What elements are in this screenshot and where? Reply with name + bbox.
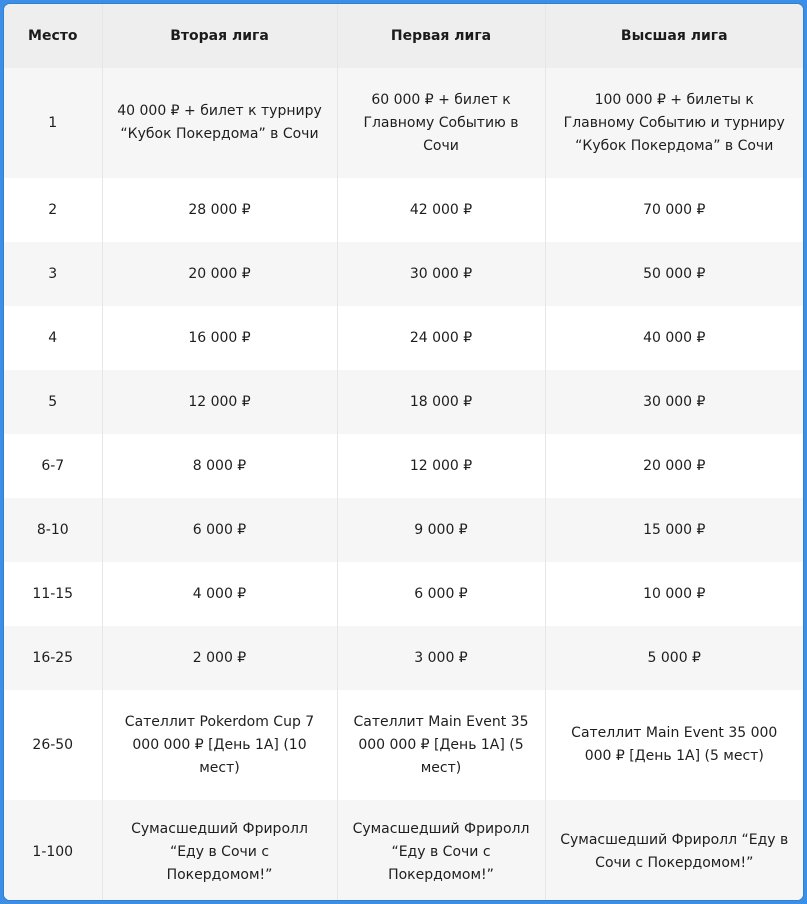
second-league-prize: 6 000 ₽ — [102, 498, 337, 562]
table-row — [4, 498, 803, 562]
place-cell: 26-50 — [4, 690, 102, 800]
first-league-prize: 18 000 ₽ — [337, 370, 545, 434]
top-league-prize: 10 000 ₽ — [545, 562, 803, 626]
header-first-league: Первая лига — [337, 4, 545, 68]
first-league-prize: 9 000 ₽ — [337, 498, 545, 562]
second-league-prize: 40 000 ₽ + билет к турниру “Кубок Покердома” в Сочи — [102, 68, 337, 178]
place-cell: 4 — [4, 306, 102, 370]
place-cell: 11-15 — [4, 562, 102, 626]
top-league-prize: 15 000 ₽ — [545, 498, 803, 562]
top-league-prize: 70 000 ₽ — [545, 178, 803, 242]
first-league-prize: 30 000 ₽ — [337, 242, 545, 306]
table-row — [4, 306, 803, 370]
top-league-prize: 50 000 ₽ — [545, 242, 803, 306]
table-row — [4, 242, 803, 306]
second-league-prize: Сателлит Pokerdom Cup 7 000 000 ₽ [День 1A] (10 мест) — [102, 690, 337, 800]
prize-table — [4, 4, 803, 900]
second-league-prize: 8 000 ₽ — [102, 434, 337, 498]
first-league-prize: 60 000 ₽ + билет к Главному Событию в Сочи — [337, 68, 545, 178]
table-row — [4, 370, 803, 434]
first-league-prize: 24 000 ₽ — [337, 306, 545, 370]
place-cell: 8-10 — [4, 498, 102, 562]
top-league-prize: 40 000 ₽ — [545, 306, 803, 370]
second-league-prize: 20 000 ₽ — [102, 242, 337, 306]
top-league-prize: 100 000 ₽ + билеты к Главному Событию и турниру “Кубок Покердома” в Сочи — [545, 68, 803, 178]
table-row — [4, 690, 803, 800]
place-cell: 6-7 — [4, 434, 102, 498]
second-league-prize: 12 000 ₽ — [102, 370, 337, 434]
place-cell: 2 — [4, 178, 102, 242]
first-league-prize: 3 000 ₽ — [337, 626, 545, 690]
table-header-row — [4, 4, 803, 68]
header-place: Место — [4, 4, 102, 68]
header-top-league: Высшая лига — [545, 4, 803, 68]
top-league-prize: 20 000 ₽ — [545, 434, 803, 498]
second-league-prize: 4 000 ₽ — [102, 562, 337, 626]
first-league-prize: Сателлит Main Event 35 000 000 ₽ [День 1A] (5 мест) — [337, 690, 545, 800]
prize-table-frame — [4, 4, 803, 900]
second-league-prize: 28 000 ₽ — [102, 178, 337, 242]
first-league-prize: Сумасшедший Фриролл “Еду в Сочи с Покердомом!” — [337, 800, 545, 900]
table-row — [4, 626, 803, 690]
top-league-prize: Сателлит Main Event 35 000 000 ₽ [День 1A] (5 мест) — [545, 690, 803, 800]
top-league-prize: 5 000 ₽ — [545, 626, 803, 690]
table-row — [4, 178, 803, 242]
first-league-prize: 42 000 ₽ — [337, 178, 545, 242]
top-league-prize: Сумасшедший Фриролл “Еду в Сочи с Покердомом!” — [545, 800, 803, 900]
top-league-prize: 30 000 ₽ — [545, 370, 803, 434]
table-row — [4, 800, 803, 900]
place-cell: 16-25 — [4, 626, 102, 690]
first-league-prize: 6 000 ₽ — [337, 562, 545, 626]
second-league-prize: 16 000 ₽ — [102, 306, 337, 370]
place-cell: 3 — [4, 242, 102, 306]
first-league-prize: 12 000 ₽ — [337, 434, 545, 498]
table-row — [4, 68, 803, 178]
second-league-prize: 2 000 ₽ — [102, 626, 337, 690]
place-cell: 1-100 — [4, 800, 102, 900]
place-cell: 1 — [4, 68, 102, 178]
table-row — [4, 562, 803, 626]
table-row — [4, 434, 803, 498]
second-league-prize: Сумасшедший Фриролл “Еду в Сочи с Покердомом!” — [102, 800, 337, 900]
header-second-league: Вторая лига — [102, 4, 337, 68]
place-cell: 5 — [4, 370, 102, 434]
